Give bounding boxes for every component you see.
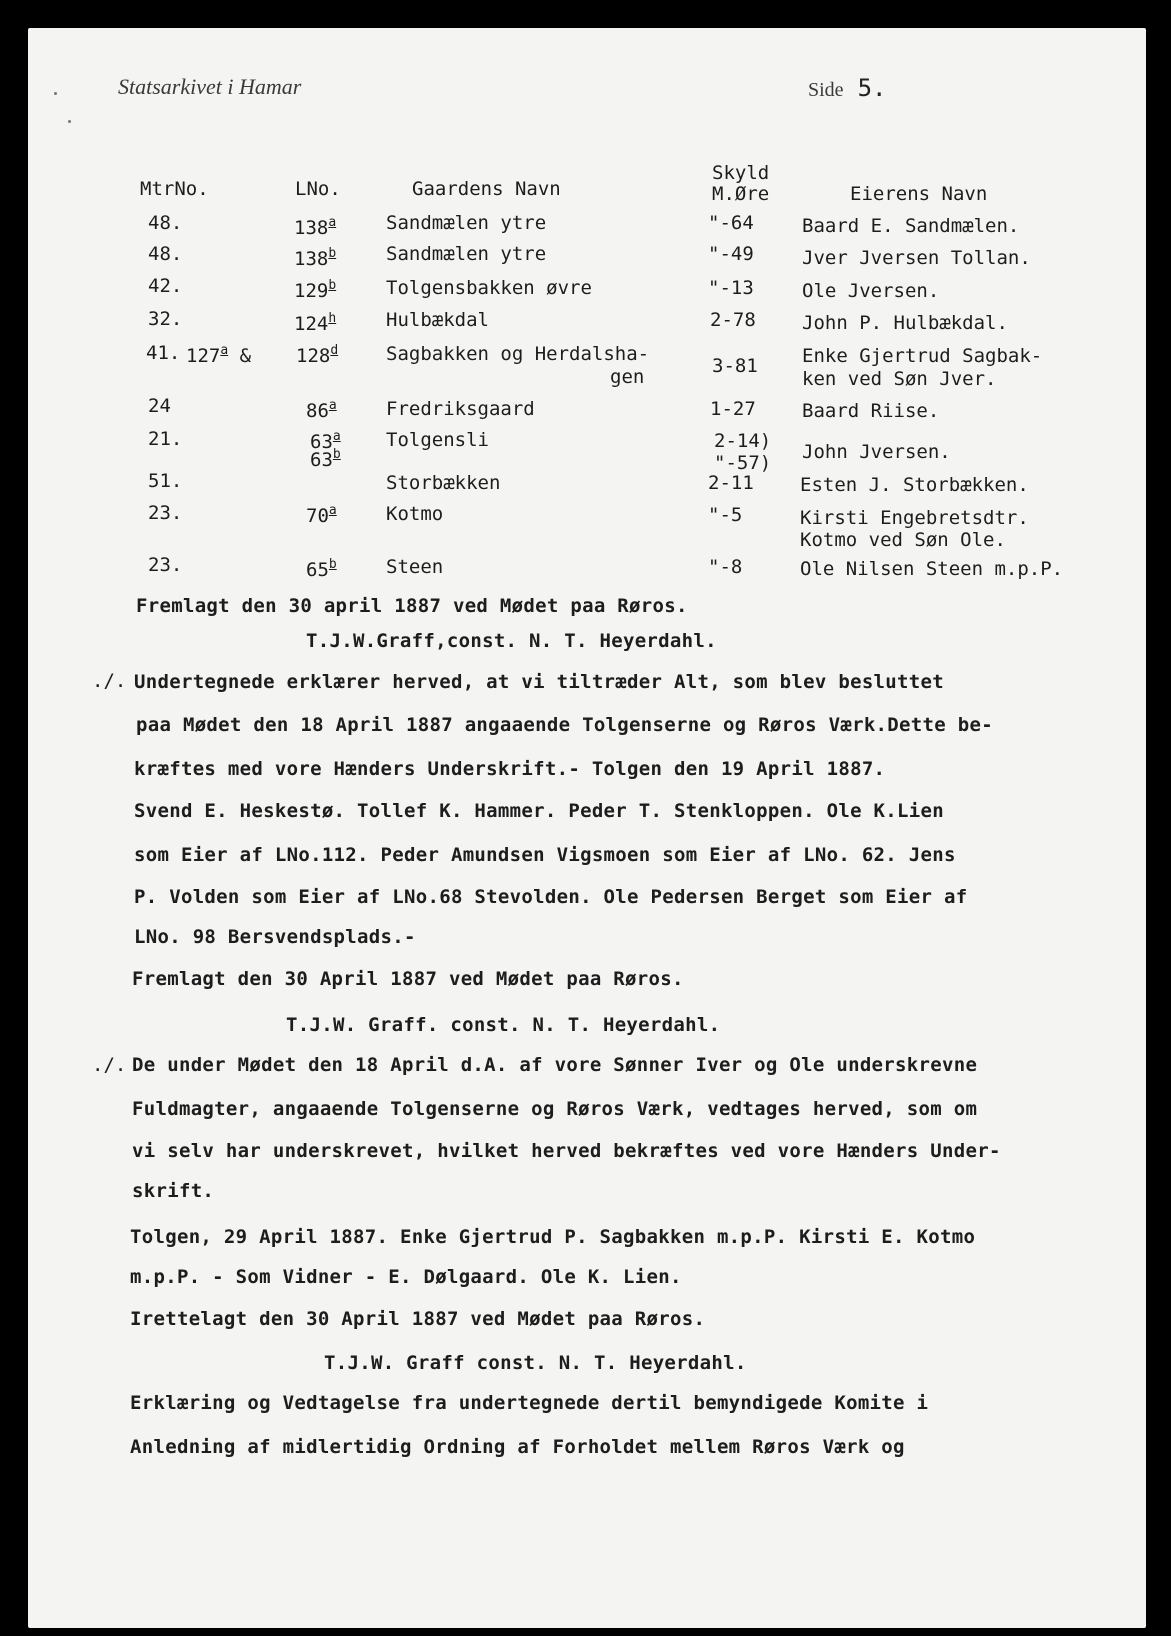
row-eier: Baard E. Sandmælen. xyxy=(802,215,1020,237)
text-line: Fuldmagter, angaaende Tolgenserne og Røros Værk, vedtages herved, som om xyxy=(132,1098,978,1120)
row-eier: John Jversen. xyxy=(802,441,951,463)
text-line: som Eier af LNo.112. Peder Amundsen Vigsmoen som Eier af LNo. 62. Jens xyxy=(134,844,956,866)
side-label: Side xyxy=(808,79,844,101)
row-lno: 138$^a$ xyxy=(294,215,337,239)
row-eier: John P. Hulbækdal. xyxy=(802,312,1008,334)
row-skyld: 2-14) xyxy=(714,430,772,452)
row-mtrno: 48. xyxy=(148,243,183,265)
row-skyld: "-64 xyxy=(708,212,754,234)
row-lno: 129$^b$ xyxy=(294,278,337,302)
signature-line: T.J.W.Graff,const. N. T. Heyerdahl. xyxy=(306,630,717,652)
row-eier-cont: Kotmo ved Søn Ole. xyxy=(800,529,1006,551)
row-mtrno: 21. xyxy=(148,428,183,450)
text-line: Svend E. Heskestø. Tollef K. Hammer. Peder T. Stenkloppen. Ole K.Lien xyxy=(134,800,944,822)
row-skyld-2: "-57) xyxy=(714,452,772,474)
row-eier-cont: ken ved Søn Jver. xyxy=(802,368,997,390)
row-skyld: 2-78 xyxy=(710,309,756,331)
text-line: m.p.P. - Som Vidner - E. Dølgaard. Ole K. Lien. xyxy=(130,1266,682,1288)
signature-line: T.J.W. Graff. const. N. T. Heyerdahl. xyxy=(286,1014,721,1036)
margin-mark: ./. xyxy=(92,670,127,692)
row-gaard: Sandmælen ytre xyxy=(386,243,547,265)
row-mtrno: 48. xyxy=(148,212,183,234)
row-gaard: Hulbækdal xyxy=(386,309,489,331)
row-skyld: 3-81 xyxy=(712,355,758,377)
row-gaard: Sagbakken og Herdalsha- xyxy=(386,343,650,365)
row-eier: Enke Gjertrud Sagbak- xyxy=(802,345,1043,367)
row-eier: Ole Nilsen Steen m.p.P. xyxy=(800,558,1064,580)
text-line: Anledning af midlertidig Ordning af Forholdet mellem Røros Værk og xyxy=(130,1436,905,1458)
row-lno: 138$^b$ xyxy=(294,246,337,270)
header-skyld-top: Skyld xyxy=(712,162,770,184)
text-line: kræftes med vore Hænders Underskrift.- Tolgen den 19 April 1887. xyxy=(134,758,886,780)
text-line: vi selv har underskrevet, hvilket herved bekræftes ved vore Hænders Under- xyxy=(132,1140,1001,1162)
row-skyld: "-8 xyxy=(708,556,743,578)
row-gaard: Sandmælen ytre xyxy=(386,212,547,234)
row-lno: 86$^a$ xyxy=(306,398,337,422)
row-eier: Ole Jversen. xyxy=(802,280,940,302)
row-skyld: "-13 xyxy=(708,277,754,299)
header-skyld-bottom: M.Øre xyxy=(712,183,770,205)
row-gaard: Tolgensli xyxy=(386,429,489,451)
row-gaard-cont: gen xyxy=(610,366,645,388)
text-line: Tolgen, 29 April 1887. Enke Gjertrud P. Sagbakken m.p.P. Kirsti E. Kotmo xyxy=(130,1226,976,1248)
row-lno: 128$^d$ xyxy=(296,343,339,367)
row-eier: Esten J. Storbækken. xyxy=(800,474,1029,496)
row-gaard: Storbækken xyxy=(386,472,501,494)
text-line: P. Volden som Eier af LNo.68 Stevolden. Ole Pedersen Berget som Eier af xyxy=(134,886,968,908)
row-gaard: Fredriksgaard xyxy=(386,398,535,420)
punch-mark xyxy=(54,92,57,95)
header-mtrno: MtrNo. xyxy=(140,178,209,200)
text-line: Fremlagt den 30 April 1887 ved Mødet paa Røros. xyxy=(132,968,684,990)
row-mtrno: 23. xyxy=(148,502,183,524)
header-lno: LNo. xyxy=(295,178,341,200)
text-line: LNo. 98 Bersvendsplads.- xyxy=(134,926,416,948)
row-gaard: Steen xyxy=(386,556,444,578)
row-skyld: 2-11 xyxy=(708,472,754,494)
row-mtrno: 24 xyxy=(148,395,171,417)
header-eier: Eierens Navn xyxy=(850,183,988,205)
row-lno: 124$^h$ xyxy=(294,311,337,335)
text-line: De under Mødet den 18 April d.A. af vore Sønner Iver og Ole underskrevne xyxy=(132,1054,978,1076)
row-gaard: Tolgensbakken øvre xyxy=(386,277,592,299)
row-mtrno: 32. xyxy=(148,308,183,330)
row-eier: Kirsti Engebretsdtr. xyxy=(800,507,1029,529)
row-mtrno: 51. xyxy=(148,470,183,492)
row-skyld: 1-27 xyxy=(710,398,756,420)
text-line: Erklæring og Vedtagelse fra undertegnede dertil bemyndigede Komite i xyxy=(130,1392,929,1414)
row-mtrno: 42. xyxy=(148,275,183,297)
header-gaard: Gaardens Navn xyxy=(412,178,561,200)
row-lno: 63$^a$ xyxy=(310,429,341,453)
signature-line: T.J.W. Graff const. N. T. Heyerdahl. xyxy=(324,1352,747,1374)
text-line: paa Mødet den 18 April 1887 angaaende Tolgenserne og Røros Værk.Dette be- xyxy=(136,714,993,736)
text-line: skrift. xyxy=(132,1180,215,1202)
row-gaard: Kotmo xyxy=(386,503,444,525)
row-skyld: "-5 xyxy=(708,504,743,526)
text-line: Irettelagt den 30 April 1887 ved Mødet paa Røros. xyxy=(130,1308,706,1330)
row-lno-2: 63$^b$ xyxy=(310,447,341,471)
row-eier: Baard Riise. xyxy=(802,400,940,422)
row-lno-a: 127$^a$ & xyxy=(186,343,252,367)
text-line: Fremlagt den 30 april 1887 ved Mødet paa Røros. xyxy=(136,595,688,617)
document-page xyxy=(28,28,1146,1628)
row-mtrno: 23. xyxy=(148,554,183,576)
side-number: 5. xyxy=(857,74,887,102)
row-skyld: "-49 xyxy=(708,243,754,265)
row-eier: Jver Jversen Tollan. xyxy=(802,247,1031,269)
archive-header: Statsarkivet i Hamar xyxy=(118,74,302,99)
margin-mark: ./. xyxy=(92,1054,127,1076)
text-line: Undertegnede erklærer herved, at vi tiltræder Alt, som blev besluttet xyxy=(134,671,944,693)
punch-mark xyxy=(68,120,71,123)
row-mtrno: 41. xyxy=(146,342,181,364)
row-lno: 65$^b$ xyxy=(306,557,337,581)
row-lno: 70$^a$ xyxy=(306,503,337,527)
page-number xyxy=(808,74,886,102)
